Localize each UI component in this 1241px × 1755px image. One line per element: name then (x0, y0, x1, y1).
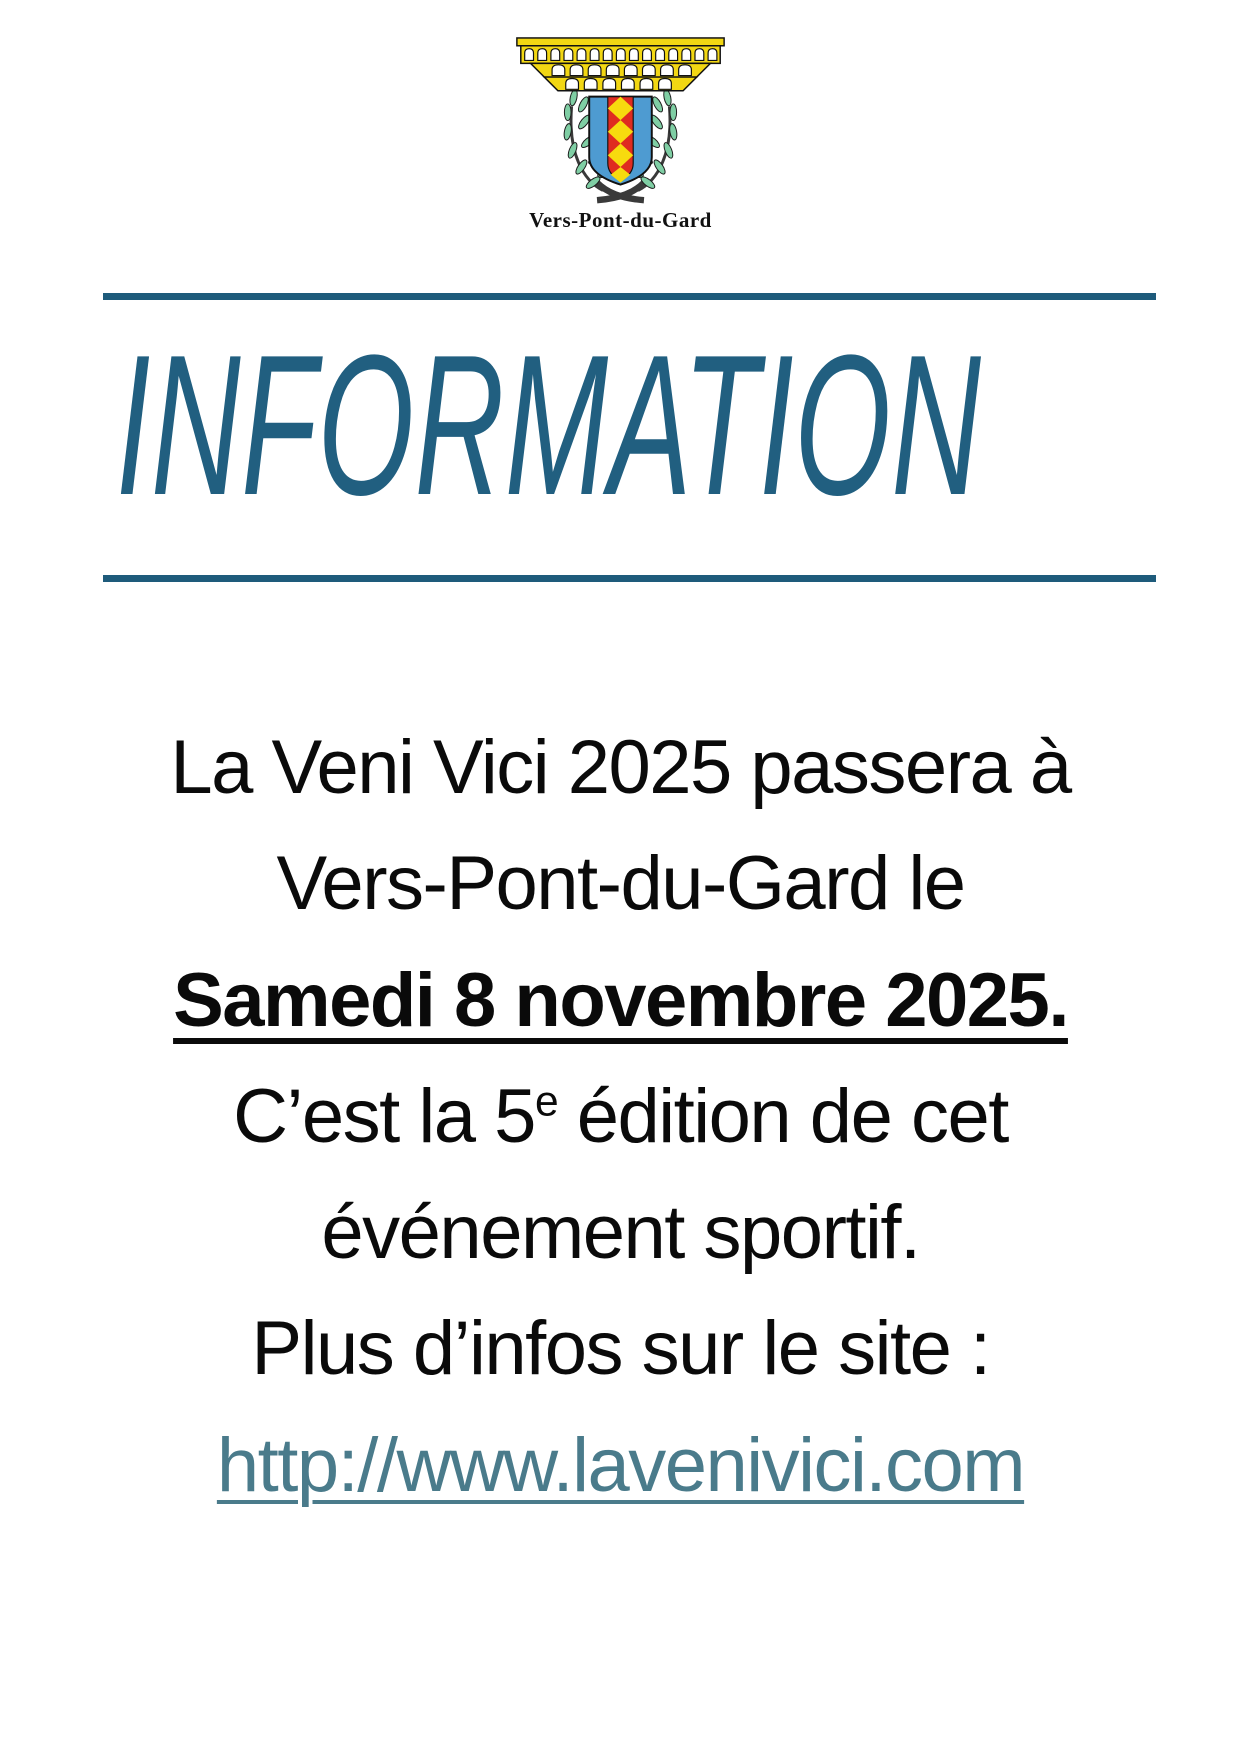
website-link[interactable]: http://www.lavenivici.com (216, 1422, 1025, 1508)
coat-of-arms-icon (503, 36, 738, 210)
event-type-line: événement sportif. (321, 1190, 920, 1276)
top-divider (103, 293, 1156, 300)
bottom-divider (103, 575, 1156, 582)
page-title: INFORMATION (116, 314, 982, 537)
edition-superscript: e (534, 1077, 558, 1126)
edition-prefix: C’est la 5 (233, 1073, 535, 1159)
website-line (0, 1408, 1241, 1524)
announcement-line-2: Vers-Pont-du-Gard le (276, 841, 965, 927)
logo-caption: Vers-Pont-du-Gard (529, 208, 712, 232)
municipal-logo (0, 36, 1241, 233)
aqueduct-crown-icon (517, 38, 724, 91)
announcement-line-1: La Veni Vici 2025 passera à (170, 725, 1071, 810)
edition-suffix: édition de cet (557, 1073, 1008, 1159)
body-text (0, 710, 1241, 1524)
shield-icon (589, 97, 652, 185)
event-date (0, 943, 1241, 1059)
more-info-line: Plus d’infos sur le site : (251, 1306, 990, 1392)
event-date-text: Samedi 8 novembre 2025. (173, 957, 1068, 1043)
edition-line (0, 1059, 1241, 1175)
